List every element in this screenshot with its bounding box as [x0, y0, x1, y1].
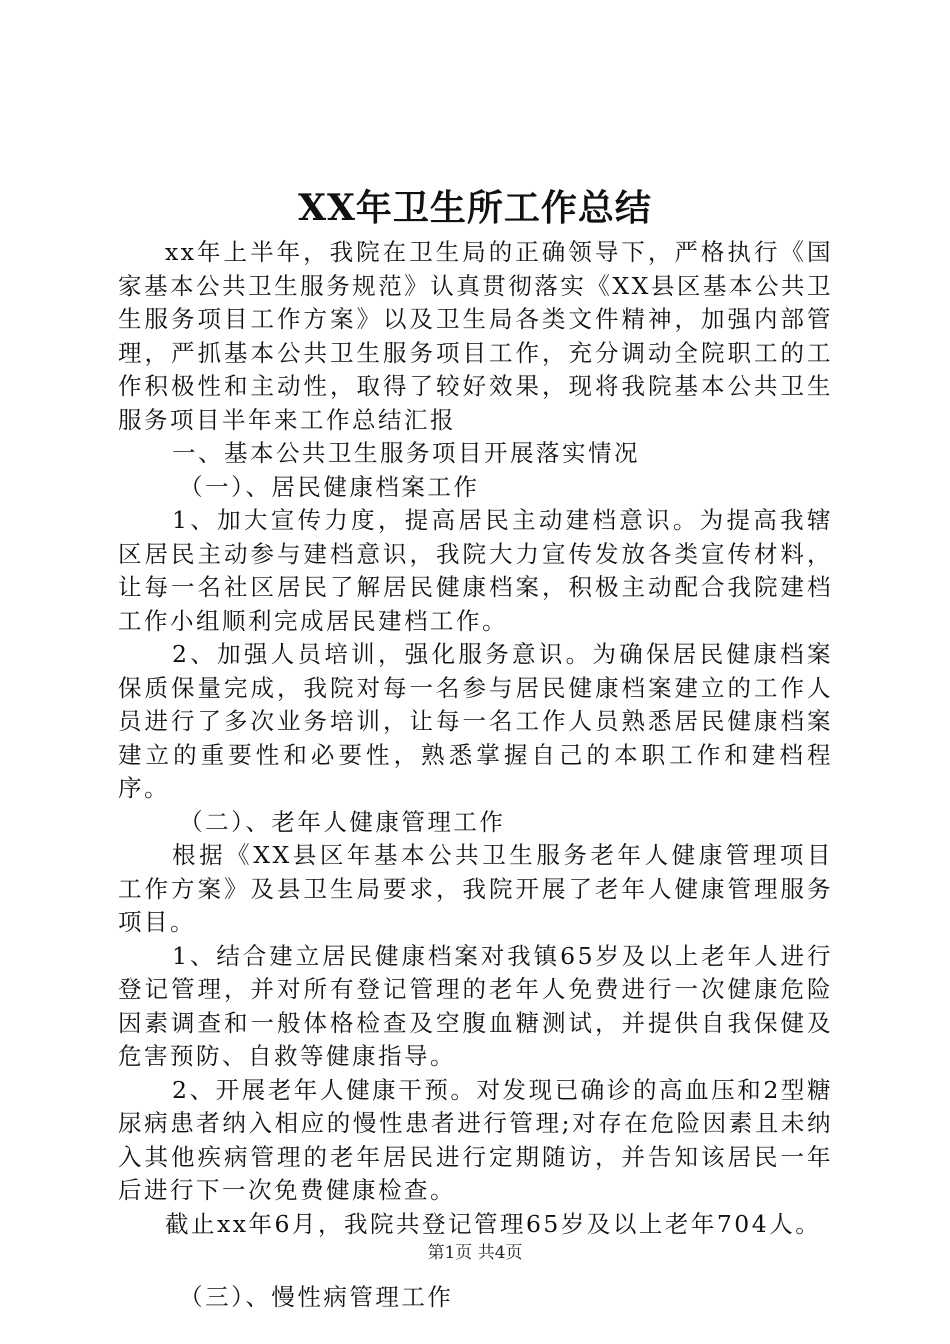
list-item: 1、加大宣传力度，提高居民主动建档意识。为提高我辖区居民主动参与建档意识，我院大力宣传发放各类宣传材料，让每一名社区居民了解居民健康档案，积极主动配合我院建档工作小组顺利完成居民建档工作。: [118, 506, 833, 635]
page-footer: 第1页 共4页: [427, 1243, 523, 1263]
subsection-heading-2: （二）、老年人健康管理工作: [179, 807, 506, 836]
intro-paragraph: xx年上半年，我院在卫生局的正确领导下，严格执行《国家基本公共卫生服务规范》认真贯彻落实《XX县区基本公共卫生服务项目工作方案》以及卫生局各类文件精神，加强内部管理，严抓基本公共卫生服务项目工作，充分调动全院职工的工作积极性和主动性，取得了较好效果，现将我院基本公共卫生服务项目半年来工作总结汇报: [118, 238, 833, 434]
list-item: 2、开展老年人健康干预。对发现已确诊的高血压和2型糖尿病患者纳入相应的慢性患者进行管理;对存在危险因素且未纳入其他疾病管理的老年居民进行定期随访，并告知该居民一年后进行下一次免费健康检查。: [118, 1075, 833, 1204]
subsection-heading-3: （三）、慢性病管理工作: [179, 1283, 454, 1311]
subsection-heading-1: （一）、居民健康档案工作: [179, 472, 480, 501]
body-paragraph: 根据《XX县区年基本公共卫生服务老年人健康管理项目工作方案》及县卫生局要求，我院开展了老年人健康管理服务项目。: [118, 841, 833, 936]
body-paragraph: 截止xx年6月，我院共登记管理65岁及以上老年704人。: [165, 1209, 822, 1238]
section-heading-1: 一、基本公共卫生服务项目开展落实情况: [172, 439, 641, 467]
document-title: XX年卫生所工作总结: [298, 187, 652, 229]
list-item: 1、结合建立居民健康档案对我镇65岁及以上老年人进行登记管理，并对所有登记管理的老年人免费进行一次健康危险因素调查和一般体格检查及空腹血糖测试，并提供自我保健及危害预防、自救等健康指导。: [118, 941, 833, 1070]
document-body: [118, 236, 833, 1315]
list-item: 2、加强人员培训，强化服务意识。为确保居民健康档案保质保量完成，我院对每一名参与居民健康档案建立的工作人员进行了多次业务培训，让每一名工作人员熟悉居民健康档案建立的重要性和必要性，熟悉掌握自己的本职工作和建档程序。: [118, 640, 833, 802]
